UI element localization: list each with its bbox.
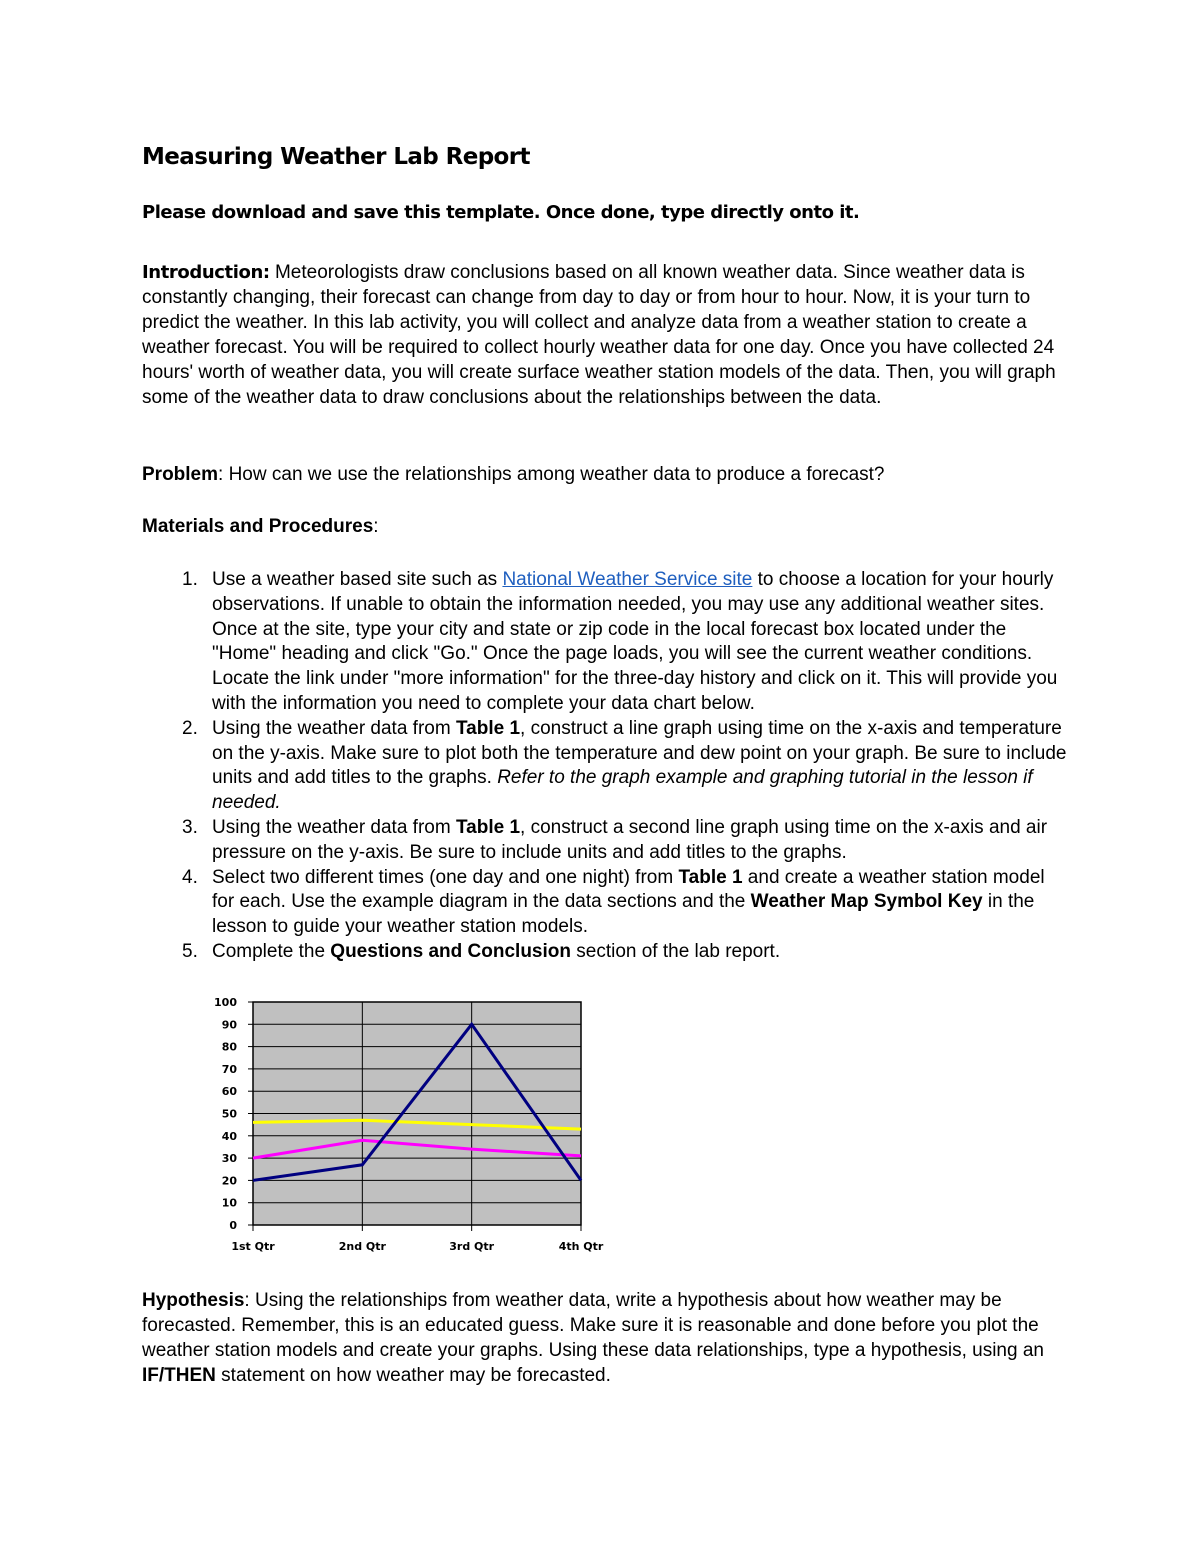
step-text: Use a weather based site such as (212, 569, 503, 590)
instruction-line: Please download and save this template. Once done, type directly onto it. (142, 202, 860, 223)
step-bold-text: Table 1 (455, 717, 521, 739)
introduction-text: Meteorologists draw conclusions based on all known weather data. Since weather data is constantly changing, their forecast can change from day to day or from hour to hour. Now, it is your turn to predict the weather. In this lab activity, you will collect and analyze data from a weather station to create a weather forecast. You will be required to collect hourly weather data for one day. Once you have collected 24 hours' worth of weather data, you will create surface weather station models of the data. Then, you will graph some of the weather data to draw conclusions about the relationships between the data. (142, 262, 1056, 408)
national-weather-service-link[interactable]: National Weather Service site (502, 569, 753, 590)
y-tick-label: 20 (221, 1174, 237, 1188)
materials-colon: : (373, 516, 379, 537)
hypothesis-text: : Using the relationships from weather data, write a hypothesis about how weather may be forecasted. Remember, this is an educated guess. Make sure it is reasonable and done before you plot the weather station models and create your graphs. Using these data relationships, type a hypothesis, using an (142, 1290, 1044, 1361)
problem-paragraph (142, 462, 1072, 487)
document-title: Measuring Weather Lab Report (142, 144, 530, 170)
x-tick-label: 3rd Qtr (449, 1240, 495, 1253)
step-text: section of the lab report. (570, 940, 781, 962)
step-number: 2. (182, 717, 198, 739)
problem-label: Problem (142, 464, 219, 485)
y-tick-label: 60 (221, 1085, 237, 1099)
hypothesis-bold-text: IF/THEN (142, 1365, 216, 1386)
step-number: 3. (182, 816, 198, 838)
procedure-step (142, 866, 1072, 940)
step-bold-text: Weather Map Symbol Key (750, 891, 983, 913)
procedure-step (142, 940, 1072, 965)
step-text: Select two different times (one day and one night) from (212, 866, 679, 888)
step-number: 4. (182, 866, 198, 888)
step-number: 1. (182, 569, 198, 590)
step-text: to choose a location for your hourly observations. If unable to obtain the information needed, you may use any additional weather sites. Once at the site, type your city and state or zip code in the local forecast box located under the "Home" heading and click "Go." Once the page loads, you will see the current weather conditions. Locate the link under "more information" for the three-day history and click on it. This will provide you with the information you need to complete your data chart below. (212, 569, 1058, 714)
y-tick-label: 50 (221, 1107, 237, 1121)
y-tick-label: 0 (229, 1219, 237, 1232)
problem-text: : How can we use the relationships among weather data to produce a forecast? (218, 464, 885, 485)
step-text: and create a weather station model for each. Use the example diagram in the data sections and the (212, 866, 1045, 913)
procedure-step (142, 717, 1072, 816)
materials-heading (142, 514, 1072, 539)
step-text: in the lesson to guide your weather station models. (212, 891, 1035, 938)
step-bold-text: Table 1 (455, 816, 521, 838)
materials-label: Materials and Procedures (142, 516, 374, 537)
y-tick-label: 30 (221, 1152, 237, 1166)
step-text: , construct a line graph using time on the x-axis and temperature on the y-axis. Make sure to plot both the temperature and dew point on your graph. Be sure to include units and add titles to the graphs. (212, 717, 1067, 789)
step-bold-text: Table 1 (678, 866, 743, 888)
y-tick-label: 70 (221, 1062, 237, 1076)
step-italic-text: Refer to the graph example and graphing tutorial in the lesson if needed. (212, 767, 1033, 814)
step-text: , construct a second line graph using time on the x-axis and air pressure on the y-axis. Be sure to include units and add titles to the graphs. (212, 816, 1048, 863)
y-tick-label: 100 (214, 996, 237, 1009)
x-tick-label: 1st Qtr (231, 1240, 275, 1253)
x-tick-label: 4th Qtr (558, 1240, 604, 1253)
step-bold-text: Questions and Conclusion (330, 940, 571, 962)
y-tick-label: 80 (221, 1040, 237, 1054)
procedure-list (142, 568, 1072, 965)
step-text: Complete the (212, 940, 331, 962)
y-tick-label: 10 (221, 1196, 237, 1210)
hypothesis-paragraph (142, 1288, 1067, 1388)
step-text: Using the weather data from (212, 717, 456, 739)
y-tick-label: 90 (221, 1018, 237, 1032)
procedure-step (142, 816, 1072, 866)
introduction-label: Introduction: (142, 262, 270, 283)
step-number: 5. (182, 940, 198, 962)
introduction-paragraph (142, 260, 1072, 410)
procedure-step (142, 568, 1072, 717)
step-text: Using the weather data from (212, 816, 456, 838)
example-line-chart (200, 990, 620, 1260)
x-tick-label: 2nd Qtr (338, 1240, 386, 1253)
y-tick-label: 40 (221, 1129, 237, 1143)
hypothesis-text: statement on how weather may be forecasted. (215, 1365, 611, 1386)
hypothesis-label: Hypothesis (142, 1290, 245, 1311)
